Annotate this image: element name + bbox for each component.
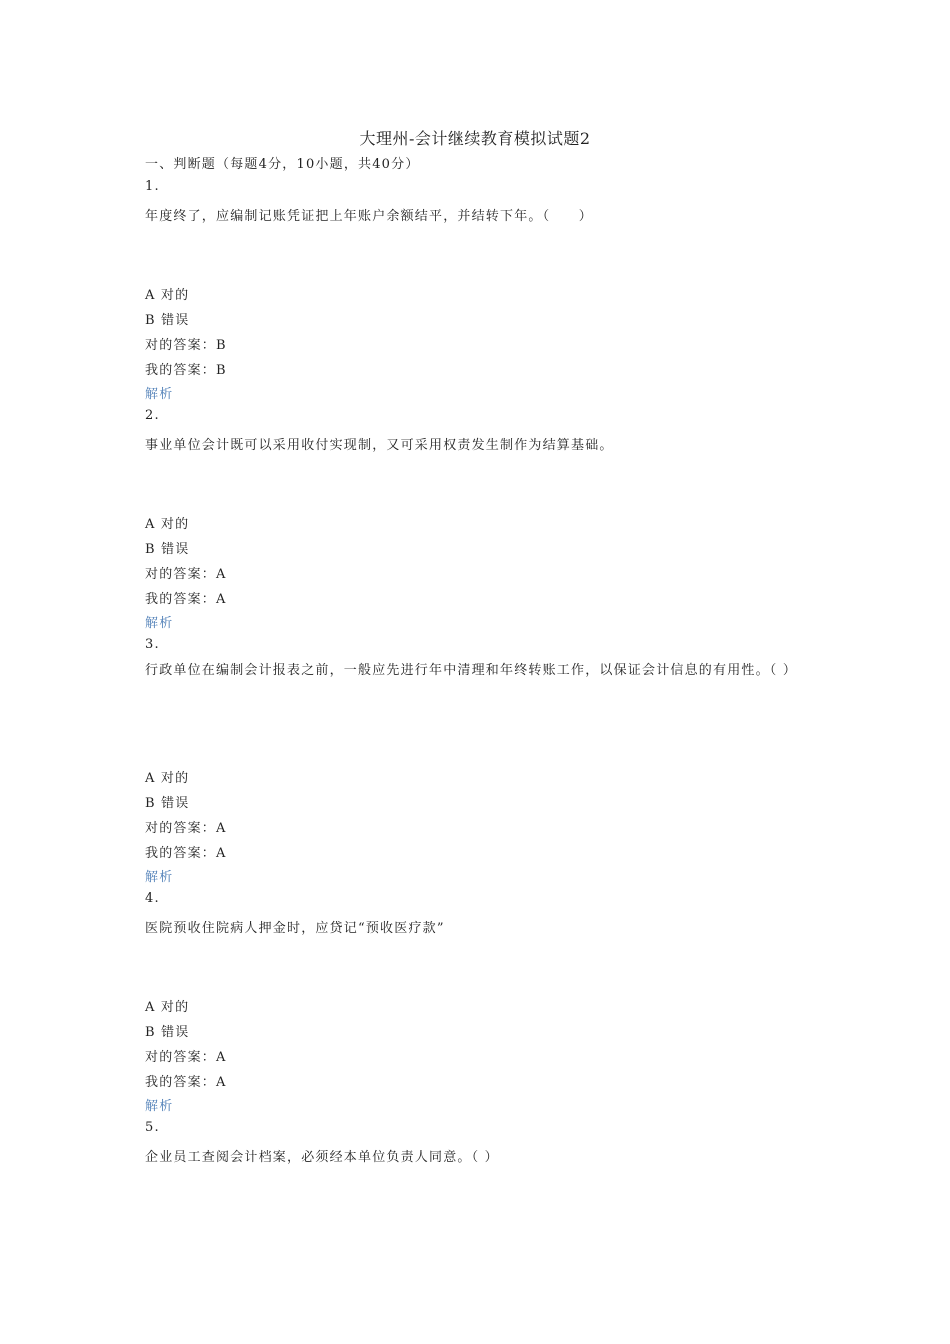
question-4-number: 4. — [145, 891, 160, 906]
question-3-correct-answer: 对的答案：A — [145, 821, 227, 836]
section-heading: 一、判断题（每题4分，10小题，共40分） — [145, 157, 420, 172]
question-2-analysis-link[interactable]: 解析 — [145, 616, 174, 631]
question-2-number: 2. — [145, 408, 160, 423]
question-3-option-b[interactable]: B 错误 — [145, 796, 190, 811]
question-2-option-a[interactable]: A 对的 — [145, 517, 190, 532]
question-1-text: 年度终了，应编制记账凭证把上年账户余额结平，并结转下年。（ ） — [145, 209, 593, 224]
question-2-my-answer: 我的答案：A — [145, 592, 227, 607]
question-4-correct-answer: 对的答案：A — [145, 1050, 227, 1065]
question-1-number: 1. — [145, 179, 160, 194]
question-3-option-a[interactable]: A 对的 — [145, 771, 190, 786]
question-1-option-b[interactable]: B 错误 — [145, 313, 190, 328]
question-1-my-answer: 我的答案：B — [145, 363, 227, 378]
question-1-correct-answer: 对的答案：B — [145, 338, 227, 353]
question-5-text: 企业员工查阅会计档案，必须经本单位负责人同意。（ ） — [145, 1150, 499, 1165]
question-3-number: 3. — [145, 637, 160, 652]
question-3-text: 行政单位在编制会计报表之前，一般应先进行年中清理和年终转账工作，以保证会计信息的有用性。（ ） — [145, 663, 798, 678]
question-3-analysis-link[interactable]: 解析 — [145, 870, 174, 885]
question-4-analysis-link[interactable]: 解析 — [145, 1099, 174, 1114]
question-2-text: 事业单位会计既可以采用收付实现制，又可采用权责发生制作为结算基础。 — [145, 438, 614, 453]
question-4-option-b[interactable]: B 错误 — [145, 1025, 190, 1040]
question-4-option-a[interactable]: A 对的 — [145, 1000, 190, 1015]
question-1-option-a[interactable]: A 对的 — [145, 288, 190, 303]
question-3-my-answer: 我的答案：A — [145, 846, 227, 861]
question-1-analysis-link[interactable]: 解析 — [145, 387, 174, 402]
question-2-correct-answer: 对的答案：A — [145, 567, 227, 582]
question-4-my-answer: 我的答案：A — [145, 1075, 227, 1090]
question-2-option-b[interactable]: B 错误 — [145, 542, 190, 557]
document-title: 大理州-会计继续教育模拟试题2 — [359, 129, 591, 148]
question-4-text: 医院预收住院病人押金时，应贷记“预收医疗款” — [145, 921, 445, 936]
question-5-number: 5. — [145, 1120, 160, 1135]
